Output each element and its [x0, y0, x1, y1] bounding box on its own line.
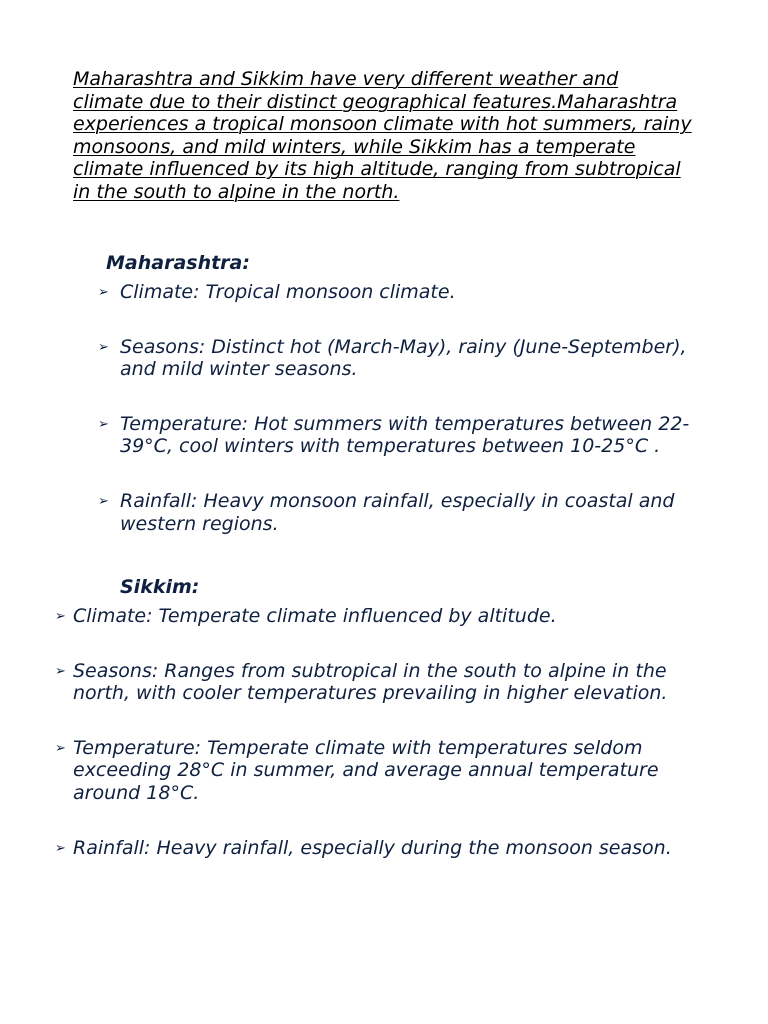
arrowhead-bullet-icon: ➢ — [55, 840, 66, 856]
list-item — [55, 659, 703, 705]
maharashtra-list — [98, 281, 700, 535]
intro-paragraph: Maharashtra and Sikkim have very different weather and climate due to their distinct geographical features.Maharashtra experiences a tropical monsoon climate with hot summers, rainy monsoons, and mild winters, while Sikkim has a temperate climate influenced by its high altitude, ranging from subtropical in the south to alpine in the north. — [73, 68, 692, 203]
list-item — [98, 335, 700, 381]
arrowhead-bullet-icon: ➢ — [98, 285, 109, 300]
list-item-text: Seasons: Ranges from subtropical in the south to alpine in the north, with cooler temperatures prevailing in higher elevation. — [73, 659, 668, 705]
list-item-text: Temperature: Temperate climate with temperatures seldom exceeding 28°C in summer, and average annual temperature around 18°C. — [73, 736, 659, 804]
list-item-text: Seasons: Distinct hot (March-May), rainy (June-September), and mild winter seasons. — [120, 335, 687, 381]
arrowhead-bullet-icon: ➢ — [98, 416, 109, 432]
list-item — [55, 736, 703, 805]
list-item-text: Rainfall: Heavy monsoon rainfall, especially in coastal and western regions. — [120, 489, 675, 535]
maharashtra-heading: Maharashtra: — [106, 252, 250, 274]
sikkim-list — [55, 605, 703, 859]
sikkim-heading: Sikkim: — [120, 576, 200, 598]
list-item-text: Climate: Temperate climate influenced by altitude. — [73, 605, 557, 627]
list-item-text: Rainfall: Heavy rainfall, especially during the monsoon season. — [73, 836, 672, 859]
list-item — [55, 836, 703, 860]
list-item — [55, 605, 703, 628]
list-item — [98, 489, 700, 535]
arrowhead-bullet-icon: ➢ — [98, 339, 109, 355]
list-item — [98, 412, 700, 458]
list-item-text: Climate: Tropical monsoon climate. — [120, 281, 456, 303]
list-item-text: Temperature: Hot summers with temperatures between 22-39°C, cool winters with temperatures between 10-25°C . — [120, 412, 690, 458]
arrowhead-bullet-icon: ➢ — [55, 740, 66, 756]
arrowhead-bullet-icon: ➢ — [98, 493, 109, 509]
arrowhead-bullet-icon: ➢ — [55, 609, 66, 624]
list-item — [98, 281, 700, 304]
arrowhead-bullet-icon: ➢ — [55, 663, 66, 679]
